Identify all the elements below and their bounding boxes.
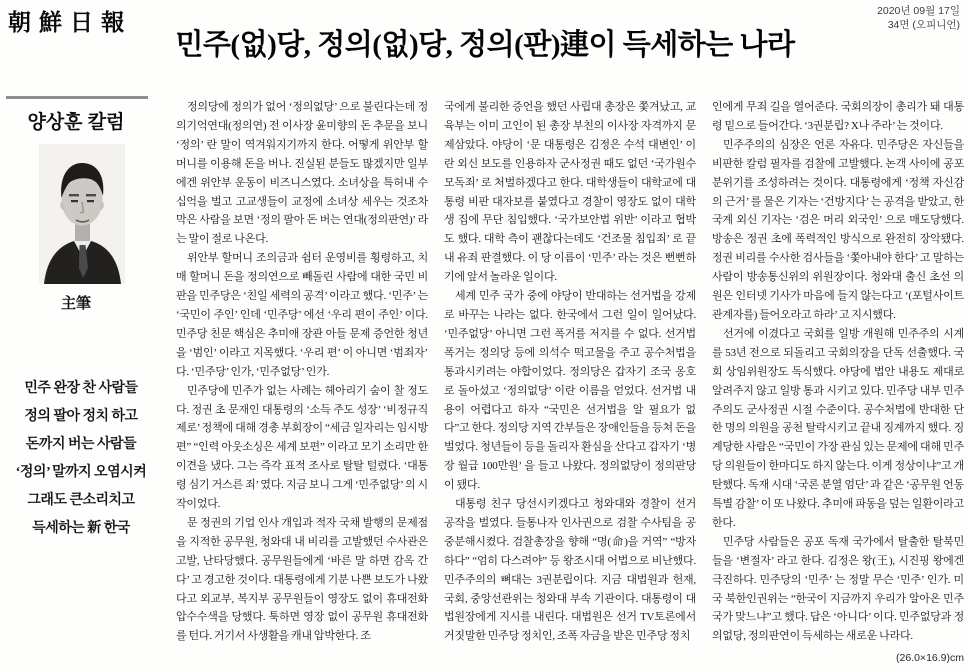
- issue-date: 2020년 09월 17일: [877, 5, 960, 17]
- article-size-note: (26.0×16.9)cm: [896, 652, 964, 664]
- article-column-1: [176, 98, 428, 664]
- author-portrait-illustration: [39, 144, 125, 284]
- article-column-2: [444, 98, 696, 664]
- pull-quote-line: 돈까지 버는 사람들: [25, 437, 137, 452]
- paragraph: 민주당 사람들은 공포 독재 국가에서 탈출한 탈북민들을 ‘변절자’ 라고 한다. 김정은 왕(王), 시진핑 왕에겐 극진하다. 민주당의 ‘민주’ 는 정말 무슨 ‘민주’ 인가. 미국 북한인권위는 “한국이 지금까지 우리가 알아온 민주 국가 맞느냐”고 했다. 답은 ‘아니다’ 이다. 민주없당과 정의없당, 정의판연이 득세하는 새로운 나라다.: [712, 535, 964, 643]
- pull-quote-line: 정의 팔아 정치 하고: [24, 409, 138, 424]
- pull-quote-line: 그래도 큰소리치고: [27, 493, 135, 508]
- column-series-title: 양상훈 칼럼: [27, 112, 125, 133]
- pull-quote-line: ‘정의’ 말까지 오염시켜: [15, 465, 147, 480]
- pull-quote: [0, 375, 162, 543]
- pull-quote-line: 민주 완장 찬 사람들: [24, 381, 138, 396]
- column-sidebar: [0, 96, 164, 543]
- pull-quote-line: 득세하는 新 한국: [32, 521, 130, 536]
- paragraph: 민주당에 민주가 없는 사례는 헤아리기 숨이 찰 정도다. 정권 초 문재인 대통령의 ‘소득 주도 성장’ ‘비정규직 제로’ 정책에 대해 경총 부회장이 “세금 일자리는 임시방편” “인력 아웃소싱은 세계 보편” 이라고 모기 소리만 한 이견을 냈다. 그는 즉각 표적 조사로 탈탈 털렸다. ‘대통령 심기 거스른 죄’ 였다. 지금 보니 그게 ‘민주없당’ 의 시작이었다.: [176, 384, 428, 511]
- article-column-3: [712, 98, 964, 664]
- article-headline: 민주(없)당, 정의(없)당, 정의(판)連이 득세하는 나라: [175, 29, 795, 61]
- article-body: [176, 98, 964, 664]
- paragraph: 선거에 이겼다고 국회를 일방 개원해 민주주의 시계를 53년 전으로 되돌리고 국회의장을 단독 선출했다. 국회 상임위원장도 독식했다. 야당에 법안 내용도 제대로 알려주지 않고 일방 통과 시키고 있다. 민주당 내부 민주주의도 군사정권 시절 수준이다. 공수처법에 반대한 단 한 명의 의원을 공천 탈락시키고 끝내 징계까지 했다. 징계당한 사람은 “국민이 가장 관심 있는 문제에 대해 민주당 의원들이 한마디도 하지 않는다. 이게 정상이냐”고 개탄했다. 독재 시대 ‘국론 분열 엄단’ 과 같은 ‘공무원 언동 특별 감찰’ 이 또 나왔다. 추미애 파동을 덮는 일환이라고 한다.: [712, 327, 964, 529]
- page-section-info: 34면 (오피니언): [887, 19, 960, 31]
- paragraph-continuation: 국에게 불리한 증언을 했던 사립대 총장은 쫓겨났고, 교육부는 이미 고인이 된 총장 부친의 이사장 자격까지 문제삼았다. 야당이 ‘문 대통령은 김정은 수석 대변인’ 이란 외신 보도를 인용하자 군사정권 때도 없던 ‘국가원수 모독죄’ 로 처벌하겠다고 한다. 대학생들이 대학교에 대통령 비판 대자보를 붙였다고 경찰이 영장도 없이 대학생 집에 무단 침입했다. ‘국가보안법 위반’ 이라고 협박도 했다. 대학 측이 괜찮다는데도 ‘건조물 침입죄’ 로 끝내 유죄 판결했다. 이 당 이름이 ‘민주’ 라는 것은 뻔뻔하기에 앞서 놀라운 일이다.: [444, 101, 696, 284]
- paragraph: 세계 민주 국가 중에 야당이 반대하는 선거법을 강제로 바꾸는 나라는 없다. 한국에서 그런 일이 일어났다. ‘민주없당’ 아니면 그런 폭거를 저지를 수 없다. 선거법 폭거는 정의당 등에 의석수 떡고물을 주고 공수처법을 통과시키려는 야합이었다. 정의당은 갑자기 조국 옹호로 돌아섰고 ‘정의없당’ 이란 이름을 얻었다. 선거법 내용이 어렵다고 하자 “국민은 선거법을 알 필요가 없다”고 한다. 정의당 지역 간부들은 장애인들을 등쳐 돈을 벌었다. 청년들이 등을 돌리자 환심을 산다고 갑자기 ‘병장 월급 100만원’ 을 들고 나왔다. 정의없당이 정의판당이 됐다.: [444, 290, 696, 492]
- author-portrait: [39, 144, 125, 284]
- sidebar-divider: [6, 96, 148, 99]
- paragraph: 정의당에 정의가 없어 ‘정의없당’ 으로 불린다는데 정의기억연대(정의연) 전 이사장 윤미향의 돈 추문을 보니 ‘정의’ 란 말이 역겨워지기까지 한다. 어떻게 위안부 할머니를 이용해 돈을 버나. 진실된 분들도 많겠지만 일부에겐 위안부 운동이 비즈니스였다. 소녀상을 특허내 수십억을 벌고 고교생들이 교정에 소녀상 세우는 것조차 막은 사람을 보면 ‘정의 팔아 돈 버는 연대(정의판연)’ 라는 말이 절로 나온다.: [176, 101, 428, 246]
- paragraph: 대통령 친구 당선시키겠다고 청와대와 경찰이 선거 공작을 벌였다. 들통나자 인사권으로 검찰 수사팀을 공중분해시켰다. 검찰총장을 향해 “명(命)을 거역” “방자하다” “엄히 다스려야” 등 왕조시대 어법으로 비난했다. 민주주의의 뼈대는 3권분립이다. 지금 대법원과 헌재, 국회, 중앙선관위는 청와대 부속 기관이다. 대통령이 대법원장에게 지시를 내린다. 대법원은 선거 TV토론에서 거짓말한 민주당 정치인, 조폭 자금을 받은 민주당 정치: [444, 498, 696, 643]
- paragraph: 위안부 할머니 조의금과 쉼터 운영비를 횡령하고, 치매 할머니 돈을 정의연으로 빼돌린 사람에 대한 국민 비판을 민주당은 ‘친일 세력의 공격’ 이라고 했다. ‘민주’ 는 ‘국민이 주인’ 인데 ‘민주당’ 에선 ‘우리 편이 주인’ 이다. 민주당 친문 핵심은 추미애 장관 아들 문제 증언한 청년을 ‘범인’ 이라고 지목했다. ‘우리 편’ 이 아니면 ‘범죄자’ 다. ‘민주당’ 인가, ‘민주없당’ 인가.: [176, 252, 428, 378]
- newspaper-logo: 朝鮮日報: [8, 9, 132, 36]
- paragraph: 민주주의의 심장은 언론 자유다. 민주당은 자신들을 비판한 칼럼 필자를 검찰에 고발했다. 논객 사이에 공포 분위기를 조성하려는 것이다. 대통령에게 ‘정책 자신감의 근거’ 를 물은 기자는 ‘건방지다’ 는 공격을 받았고, 한국계 외신 기자는 ‘검은 머리 외국인’ 으로 매도당했다. 방송은 정권 초에 폭력적인 방식으로 완전히 장악됐다. 정권 비리를 수사한 검사들을 ‘쫓아내야 한다’ 고 말하는 사람이 방송통신위의 위원장이다. 청와대 출신 초선 의원은 인터넷 기사가 마음에 들지 않는다고 ‘(포털사이트 관계자를) 들어오라고 하라’ 고 지시했다.: [712, 138, 964, 321]
- paragraph-continuation: 인에게 무죄 길을 열어준다. 국회의장이 총리가 돼 대통령 밑으로 들어간다. ‘3권분립? X나 주라’ 는 것이다.: [712, 101, 964, 132]
- author-role: 主筆: [60, 296, 91, 312]
- paragraph: 문 정권의 기업 인사 개입과 적자 국채 발행의 문제점을 지적한 공무원, 청와대 내 비리를 고발했던 수사관은 고발, 난타당했다. 공무원들에게 ‘바른 말 하면 감옥 간다’ 고 경고한 것이다. 대통령에게 기분 나쁜 보도가 나왔다고 외교부, 복지부 공무원들이 영장도 없이 휴대전화 압수수색을 당했다. 툭하면 영장 없이 공무원 휴대전화를 턴다. 거기서 사생활을 캐내 압박한다. 조: [176, 516, 428, 643]
